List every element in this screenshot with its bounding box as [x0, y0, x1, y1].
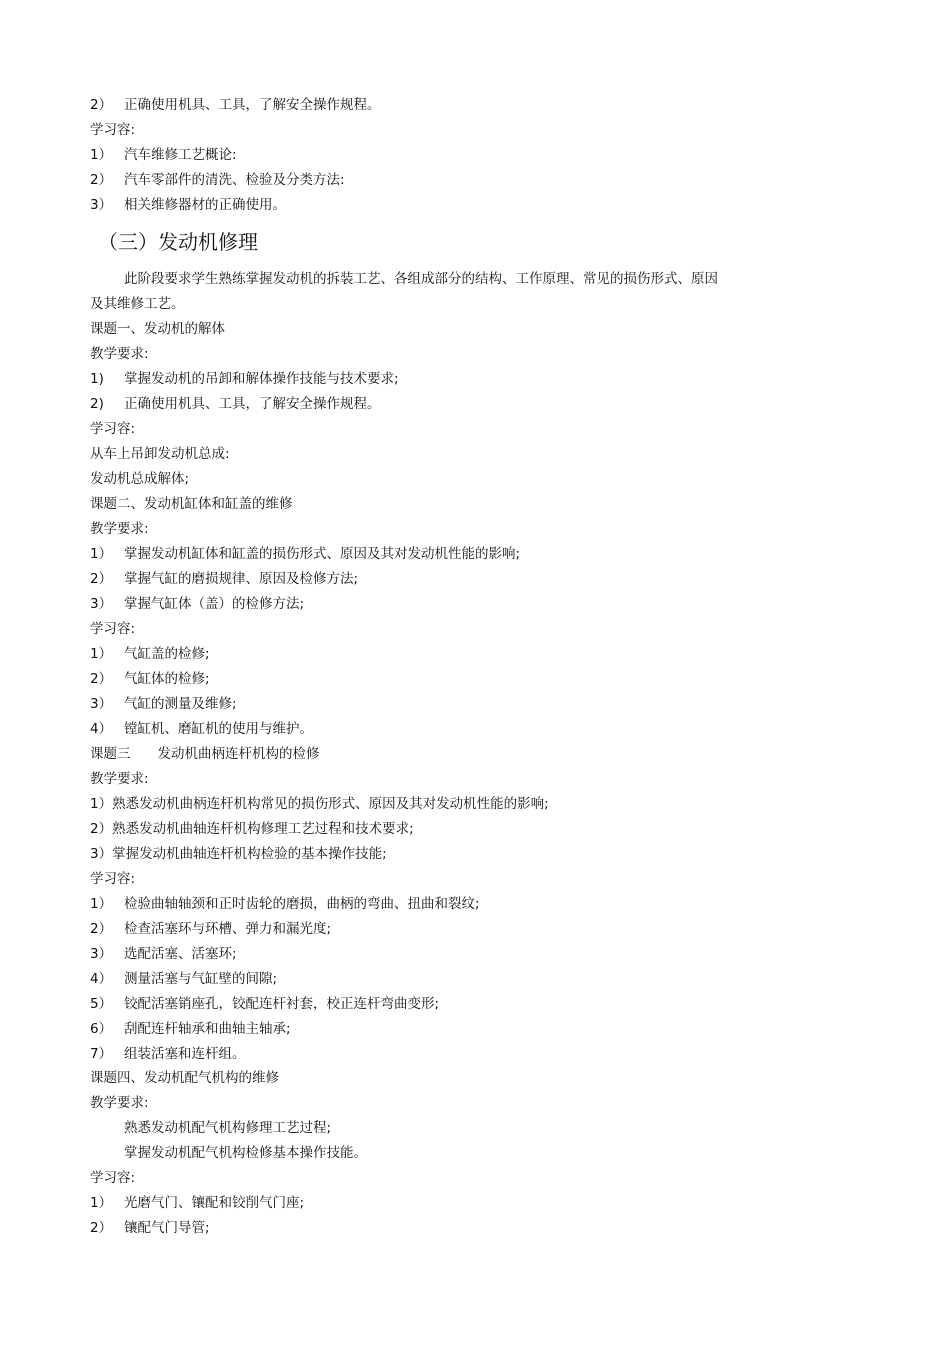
list-number: 2） [90, 97, 113, 113]
list-item [90, 93, 381, 118]
section-heading: （三）发动机修理 [98, 230, 258, 254]
list-item [90, 567, 358, 592]
section-label: 教学要求: [90, 1095, 149, 1111]
list-item [90, 967, 277, 992]
list-text: 相关维修器材的正确使用。 [124, 197, 286, 213]
list-item [90, 717, 313, 742]
list-item [90, 1042, 246, 1067]
list-number: 1） [90, 147, 113, 163]
paragraph-line: 此阶段要求学生熟练掌握发动机的拆装工艺、各组成部分的结构、工作原理、常见的损伤形式、原因 [124, 271, 718, 287]
list-item [90, 692, 237, 717]
list-item [90, 942, 237, 967]
list-item [90, 1017, 291, 1042]
list-text: 正确使用机具、工具，了解安全操作规程。 [124, 396, 381, 412]
list-item [90, 367, 399, 392]
section-label: 学习容: [90, 1170, 136, 1186]
list-text: 镶配气门导管; [124, 1220, 210, 1236]
topic-title: 课题二、发动机缸体和缸盖的维修 [90, 496, 293, 512]
topic-title: 课题三 发动机曲柄连杆机构的检修 [90, 746, 320, 762]
text-line: 1）熟悉发动机曲柄连杆机构常见的损伤形式、原因及其对发动机性能的影响; [90, 796, 549, 812]
section-label: 学习容: [90, 871, 136, 887]
list-text: 掌握气缸体（盖）的检修方法; [124, 596, 305, 612]
list-text: 正确使用机具、工具，了解安全操作规程。 [124, 97, 381, 113]
list-text: 掌握发动机的吊卸和解体操作技能与技术要求; [124, 371, 399, 387]
list-text: 测量活塞与气缸壁的间隙; [124, 971, 278, 987]
list-text: 刮配连杆轴承和曲轴主轴承; [124, 1021, 291, 1037]
list-number: 7） [90, 1046, 113, 1062]
list-text: 汽车零部件的清洗、检验及分类方法: [124, 172, 345, 188]
list-number: 4） [90, 971, 113, 987]
list-number: 1） [90, 646, 113, 662]
list-number: 2) [90, 396, 104, 412]
list-text: 气缸盖的检修; [124, 646, 210, 662]
list-text: 汽车维修工艺概论: [124, 147, 237, 163]
list-number: 3） [90, 696, 113, 712]
list-number: 2） [90, 921, 113, 937]
text-line: 3）掌握发动机曲轴连杆机构检验的基本操作技能; [90, 846, 387, 862]
section-label: 教学要求: [90, 346, 149, 362]
list-text: 掌握发动机缸体和缸盖的损伤形式、原因及其对发动机性能的影响; [124, 546, 521, 562]
list-number: 1） [90, 1195, 113, 1211]
text-line: 发动机总成解体; [90, 471, 190, 487]
list-number: 6） [90, 1021, 113, 1037]
list-item [90, 193, 286, 218]
list-text: 检验曲轴轴颈和正时齿轮的磨损，曲柄的弯曲、扭曲和裂纹; [124, 896, 480, 912]
text-line: 掌握发动机配气机构检修基本操作技能。 [124, 1145, 367, 1161]
list-number: 2） [90, 671, 113, 687]
list-number: 1) [90, 371, 104, 387]
section-label: 学习容: [90, 621, 136, 637]
list-number: 1） [90, 896, 113, 912]
list-number: 3） [90, 596, 113, 612]
paragraph-line: 及其维修工艺。 [90, 296, 185, 312]
text-line: 从车上吊卸发动机总成: [90, 446, 230, 462]
list-item [90, 892, 480, 917]
list-item [90, 1191, 304, 1216]
list-item [90, 667, 210, 692]
topic-title: 课题一、发动机的解体 [90, 321, 225, 337]
list-item [90, 1216, 210, 1241]
list-number: 1） [90, 546, 113, 562]
section-label: 教学要求: [90, 771, 149, 787]
section-label: 学习容: [90, 421, 136, 437]
list-text: 检查活塞环与环槽、弹力和漏光度; [124, 921, 332, 937]
section-label: 学习容: [90, 122, 136, 138]
list-text: 选配活塞、活塞环; [124, 946, 237, 962]
section-label: 教学要求: [90, 521, 149, 537]
list-item [90, 592, 304, 617]
list-number: 3） [90, 946, 113, 962]
list-number: 2） [90, 1220, 113, 1236]
list-item [90, 992, 439, 1017]
list-number: 5） [90, 996, 113, 1012]
list-number: 2） [90, 172, 113, 188]
list-text: 组装活塞和连杆组。 [124, 1046, 246, 1062]
list-number: 2） [90, 571, 113, 587]
list-item [90, 168, 345, 193]
text-line: 2）熟悉发动机曲轴连杆机构修理工艺过程和技术要求; [90, 821, 414, 837]
list-number: 3） [90, 197, 113, 213]
list-item [90, 392, 381, 417]
list-number: 4） [90, 721, 113, 737]
list-text: 镗缸机、磨缸机的使用与维护。 [124, 721, 313, 737]
list-item [90, 143, 237, 168]
list-text: 光磨气门、镶配和铰削气门座; [124, 1195, 305, 1211]
list-text: 铰配活塞销座孔，铰配连杆衬套，校正连杆弯曲变形; [124, 996, 440, 1012]
list-item [90, 642, 210, 667]
list-text: 气缸的测量及维修; [124, 696, 237, 712]
list-item [90, 542, 520, 567]
text-line: 熟悉发动机配气机构修理工艺过程; [124, 1120, 332, 1136]
topic-title: 课题四、发动机配气机构的维修 [90, 1070, 279, 1086]
list-text: 掌握气缸的磨损规律、原因及检修方法; [124, 571, 359, 587]
list-text: 气缸体的检修; [124, 671, 210, 687]
list-item [90, 917, 331, 942]
